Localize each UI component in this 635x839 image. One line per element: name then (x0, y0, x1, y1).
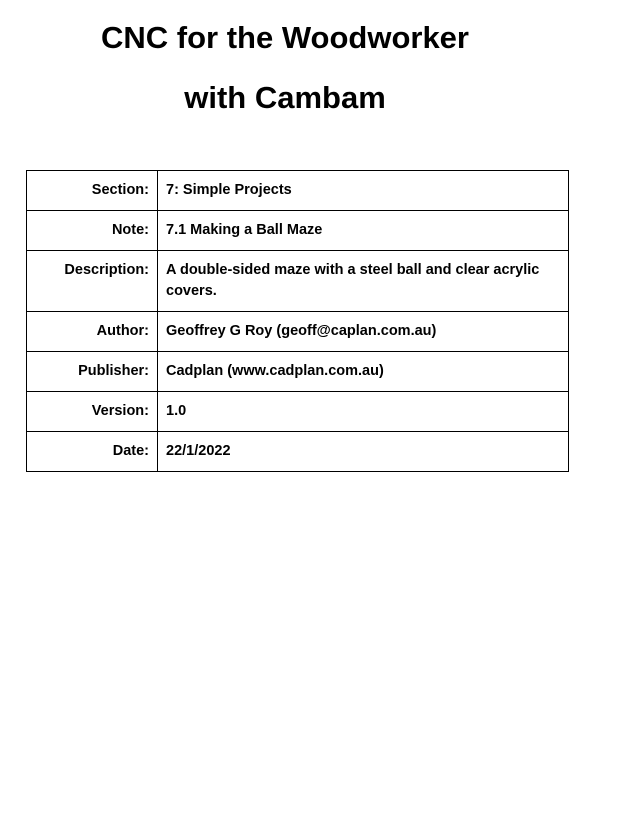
section-value: 7: Simple Projects (158, 171, 569, 211)
table-row-author (27, 312, 569, 352)
publisher-value: Cadplan (www.cadplan.com.au) (158, 352, 569, 392)
date-value: 22/1/2022 (158, 432, 569, 472)
table-row-publisher (27, 352, 569, 392)
author-label: Author: (27, 312, 158, 352)
version-label: Version: (27, 392, 158, 432)
section-label: Section: (27, 171, 158, 211)
table-row-description (27, 251, 569, 312)
version-value: 1.0 (158, 392, 569, 432)
description-label: Description: (27, 251, 158, 312)
table-row-version (27, 392, 569, 432)
table-row-section (27, 171, 569, 211)
note-label: Note: (27, 211, 158, 251)
table-row-note (27, 211, 569, 251)
author-value: Geoffrey G Roy (geoff@caplan.com.au) (158, 312, 569, 352)
description-value: A double-sided maze with a steel ball and clear acrylic covers. (158, 251, 569, 312)
document-title-line-2: with Cambam (184, 80, 386, 115)
note-value: 7.1 Making a Ball Maze (158, 211, 569, 251)
document-title-line-1: CNC for the Woodworker (101, 20, 469, 55)
date-label: Date: (27, 432, 158, 472)
table-row-date (27, 432, 569, 472)
document-info-table (26, 170, 569, 472)
publisher-label: Publisher: (27, 352, 158, 392)
